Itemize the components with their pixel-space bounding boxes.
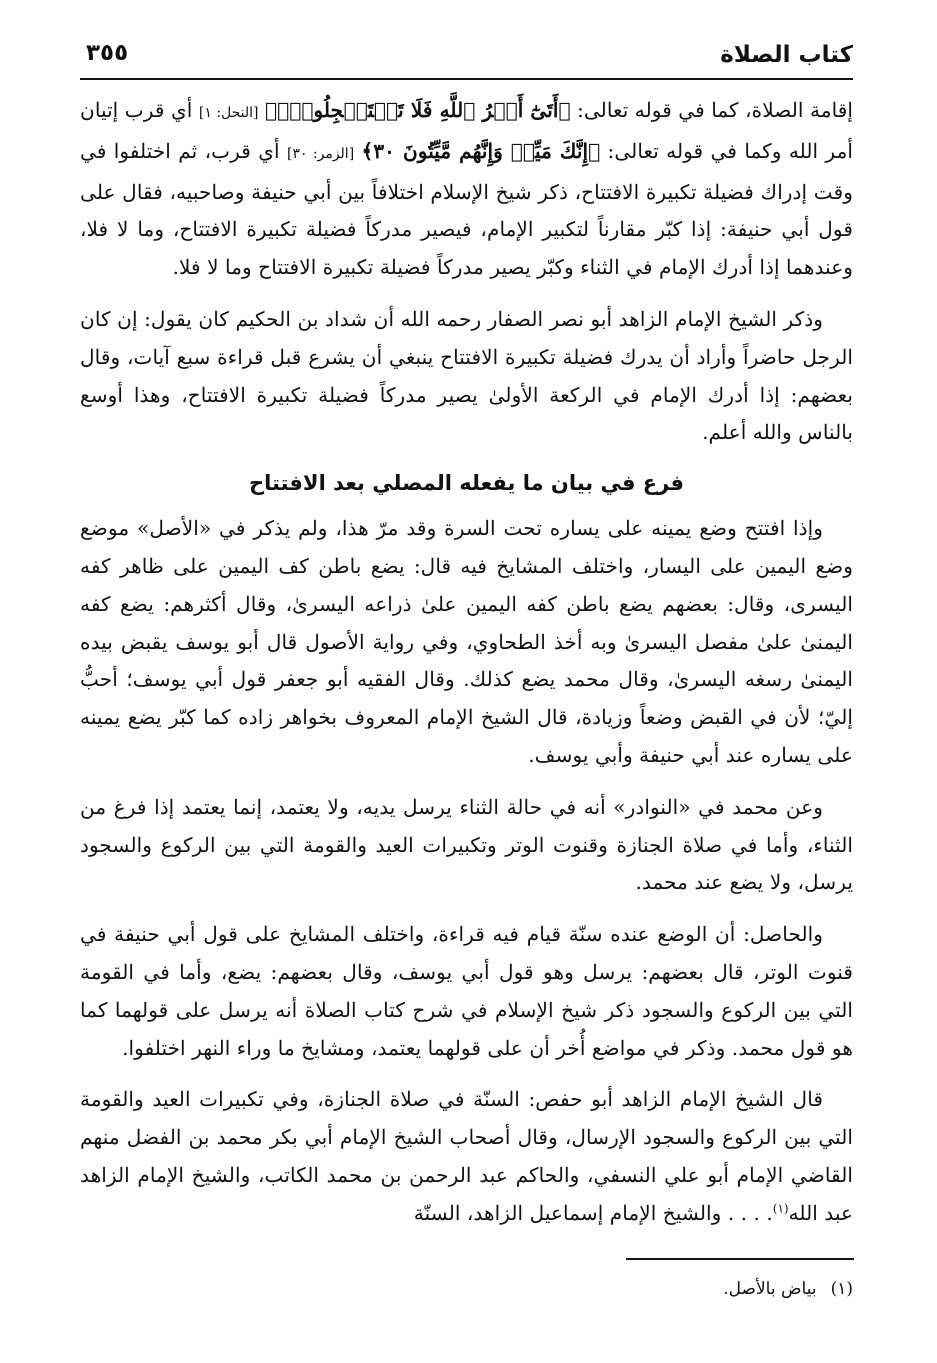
paragraph-1-text-a: إقامة الصلاة، كما في قوله تعالى:	[570, 98, 853, 122]
verse-reference-an-nahl: [النحل: ١]	[198, 105, 259, 121]
main-text	[80, 92, 853, 1247]
verse-reference-az-zumar: [الزمر: ٣٠]	[287, 145, 355, 162]
paragraph-3: وإذا افتتح وضع يمينه على يساره تحت السرة وقد مرّ هذا، ولم يذكر في «الأصل» موضع وضع اليمين على اليسار، واختلف المشايخ فيه قال: يضع باطن كف اليمين على ظاهر كفه اليسرى، وقال: بعضهم يضع باطن كفه اليمين علىٰ ذراعه اليسرىٰ، وقال أكثرهم: يضع كفه اليمنىٰ علىٰ مفصل اليسرىٰ وبه أخذ الطحاوي، وفي رواية الأصول قال أبو يوسف يقبض بيده اليمنىٰ رسغه اليسرىٰ، وقال محمد يضع كذلك. وقال الفقيه أبو جعفر قول أبي يوسف؛ أحبُّ إليّ؛ لأن في القبض وضعاً وزيادة، قال الشيخ الإمام المعروف بخواهر زاده كما كبّر يضع يمينه على يساره عند أبي حنيفة وأبي يوسف.	[80, 516, 853, 767]
footnote-divider	[626, 1258, 854, 1260]
quran-verse-an-nahl: ﴿أَتَىٰٓ أَمۡرُ ٱللَّهِ فَلَا تَسۡتَعۡجِلُوهُۚ﴾	[264, 98, 571, 122]
paragraph-1	[80, 92, 853, 287]
footnote-number: (١)	[830, 1279, 853, 1299]
section-heading: فرع في بيان ما يفعله المصلي بعد الافتتاح	[249, 471, 684, 496]
paragraph-6-text-a: قال الشيخ الإمام الزاهد أبو حفص: السنّة في صلاة الجنازة، وفي تكبيرات العيد والقومة التي بين الركوع والسجود الإرسال، وقال أصحاب الشيخ الإمام أبي بكر محمد بن الفضل منهم القاضي الإمام أبو علي النسفي، والحاكم عبد الرحمن بن محمد الكاتب، والشيخ الإمام الزاهد عبد الله	[80, 1087, 853, 1225]
footnote-text: بياض بالأصل.	[723, 1279, 817, 1299]
footnote	[723, 1276, 853, 1302]
chapter-title: كتاب الصلاة	[720, 42, 853, 68]
paragraph-5: والحاصل: أن الوضع عنده سنّة قيام فيه قراءة، واختلف المشايخ على قول أبي حنيفة في قنوت الوتر، قال بعضهم: يرسل وهو قول أبي يوسف، وقال بعضهم: يضع، وأما في القومة التي بين الركوع والسجود ذكر شيخ الإسلام في شرح كتاب الصلاة أنه يرسل على قولهما كما هو قول محمد. وذكر في مواضع أُخر أن على قولهما يعتمد، ومشايخ ما وراء النهر اختلفوا.	[80, 922, 853, 1060]
page-number: ٣٥٥	[86, 40, 129, 66]
footnote-marker: (١)	[772, 1200, 789, 1215]
paragraph-2: وذكر الشيخ الإمام الزاهد أبو نصر الصفار رحمه الله أن شداد بن الحكيم كان يقول: إن كان الرجل حاضراً وأراد أن يدرك فضيلة تكبيرة الافتتاح ينبغي أن يشرع قبل قراءة سبع آيات، وقال بعضهم: إذا أدرك الإمام في الركعة الأولىٰ يصير مدركاً فضيلة تكبيرة الافتتاح، وهذا أوسع بالناس والله أعلم.	[80, 306, 853, 445]
paragraph-4: وعن محمد في «النوادر» أنه في حالة الثناء يرسل يديه، ولا يعتمد، إنما يعتمد إذا فرغ من الثناء، وأما في صلاة الجنازة وقنوت الوتر وتكبيرات العيد والقومة التي بين الركوع والسجود يرسل، ولا يضع عند محمد.	[80, 794, 853, 895]
paragraph-6-text-b: . . . . والشيخ الإمام إسماعيل الزاهد، السنّة	[413, 1200, 773, 1225]
page-header	[80, 32, 853, 80]
paragraph-1-text-c: أي قرب، ثم اختلفوا في وقت إدراك فضيلة تكبيرة الافتتاح، ذكر شيخ الإسلام اختلافاً بين أبي حنيفة وصاحبيه، فقال على قول أبي حنيفة: إذا كبّر مقارناً لتكبير الإمام، فيصير مدركاً فضيلة تكبيرة الافتتاح، وما لا فلا، وعندهما إذا أدرك الإمام في الثناء وكبّر يصير مدركاً فضيلة تكبيرة الافتتاح وما لا فلا.	[80, 138, 853, 280]
paragraph-1-text-b: أي قرب إتيان أمر الله وكما في قوله تعالى:	[80, 98, 853, 163]
quran-verse-az-zumar: ﴿إِنَّكَ مَيِّتٞ وَإِنَّهُم مَّيِّتُونَ ٣٠﴾	[361, 138, 601, 163]
paragraph-6	[80, 1081, 853, 1232]
